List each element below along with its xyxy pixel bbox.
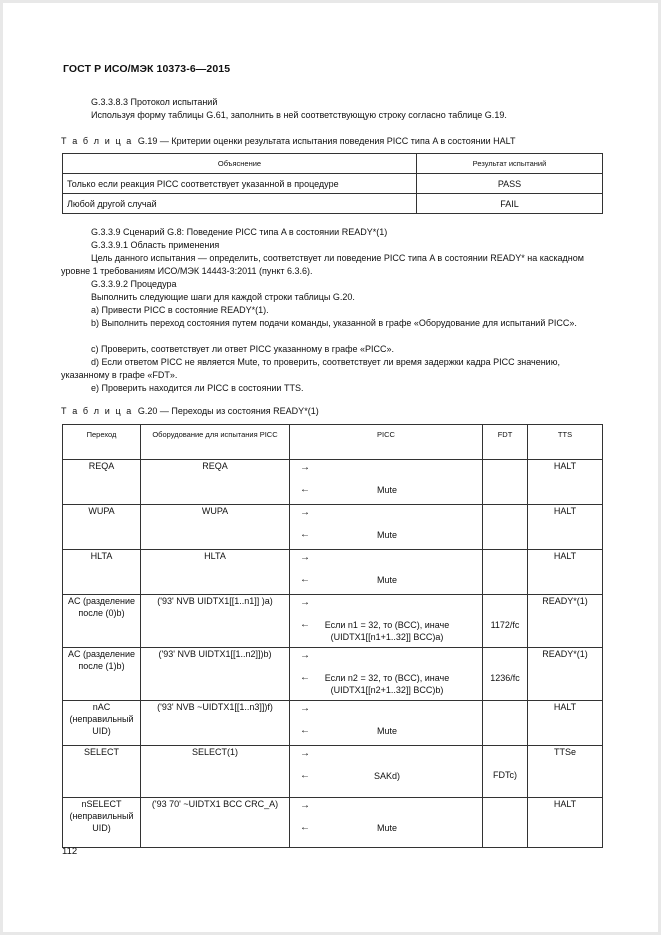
column-header: FDT xyxy=(483,425,528,460)
equipment-cell: ('93' NVB UIDTX1[[1..n2]])b) xyxy=(141,648,290,701)
picc-cell xyxy=(290,798,483,848)
fdt-cell xyxy=(483,798,528,848)
table-cell: PASS xyxy=(417,174,603,194)
arrow-left-icon: ← xyxy=(300,822,310,833)
section-heading: G.3.3.8.3 Протокол испытаний xyxy=(91,97,218,107)
transition-cell: SELECT xyxy=(63,746,141,798)
paragraph: Используя форму таблицы G.61, заполнить в ней соответствующую строку согласно таблице G.19. xyxy=(91,110,507,120)
picc-cell xyxy=(290,701,483,746)
fdt-cell: 1172/fc xyxy=(483,595,528,648)
procedure-step: c) Проверить, соответствует ли ответ PICC указанному в графе «PICC». xyxy=(91,344,395,354)
arrow-left-icon: ← xyxy=(300,725,310,736)
table-row xyxy=(63,648,603,701)
table-row xyxy=(63,174,603,194)
picc-response: Mute xyxy=(376,485,397,495)
arrow-right-icon: → xyxy=(300,800,310,811)
tts-cell: TTSe xyxy=(528,746,603,798)
fdt-cell: FDTc) xyxy=(483,746,528,798)
arrow-right-icon: → xyxy=(300,507,310,518)
table-row xyxy=(63,505,603,550)
picc-response: Если n2 = 32, то (BCC), иначе (UIDTX1[[n2+1..32]] BCC)b) xyxy=(324,673,450,695)
picc-response: Mute xyxy=(376,530,397,540)
column-header: PICC xyxy=(290,425,483,460)
transition-cell: HLTA xyxy=(63,550,141,595)
arrow-right-icon: → xyxy=(300,552,310,563)
table-row xyxy=(63,550,603,595)
tts-cell: READY*(1) xyxy=(528,648,603,701)
procedure-step: b) Выполнить переход состояния путем подачи команды, указанной в графе «Оборудование для испытаний PICC». xyxy=(91,318,577,328)
procedure-step: d) Если ответом PICC не является Mute, то проверить, соответствует ли время задержки кадра PICC значению, указанному в графе «FDT». xyxy=(61,357,560,380)
tts-cell: HALT xyxy=(528,701,603,746)
transition-cell: WUPA xyxy=(63,505,141,550)
picc-response: Mute xyxy=(376,726,397,736)
table-cell: Любой другой случай xyxy=(63,194,417,214)
picc-cell xyxy=(290,648,483,701)
subsection-heading: G.3.3.9.1 Область применения xyxy=(91,240,220,250)
subsection-heading: G.3.3.9.2 Процедура xyxy=(91,279,177,289)
picc-response: Mute xyxy=(376,575,397,585)
transition-cell: AC (разделение после (0)b) xyxy=(63,595,141,648)
arrow-right-icon: → xyxy=(300,703,310,714)
arrow-left-icon: ← xyxy=(300,484,310,495)
paragraph: Выполнить следующие шаги для каждой строки таблицы G.20. xyxy=(91,292,355,302)
column-header: Переход xyxy=(63,425,141,460)
table-row xyxy=(63,701,603,746)
fdt-cell xyxy=(483,460,528,505)
column-header: TTS xyxy=(528,425,603,460)
arrow-right-icon: → xyxy=(300,748,310,759)
equipment-cell: SELECT(1) xyxy=(141,746,290,798)
equipment-cell: REQA xyxy=(141,460,290,505)
table-row xyxy=(63,460,603,505)
transition-cell: AC (разделение после (1)b) xyxy=(63,648,141,701)
picc-cell xyxy=(290,550,483,595)
table-row xyxy=(63,194,603,214)
equipment-cell: ('93' NVB ~UIDTX1[[1..n3]])f) xyxy=(141,701,290,746)
table-row xyxy=(63,746,603,798)
fdt-cell xyxy=(483,701,528,746)
document-page xyxy=(3,3,658,932)
picc-response: SAKd) xyxy=(373,771,400,781)
arrow-right-icon: → xyxy=(300,650,310,661)
picc-cell xyxy=(290,460,483,505)
arrow-left-icon: ← xyxy=(300,672,310,683)
table-cell: Только если реакция PICC соответствует указанной в процедуре xyxy=(63,174,417,194)
tts-cell: HALT xyxy=(528,505,603,550)
equipment-cell: ('93 70' ~UIDTX1 BCC CRC_A) xyxy=(141,798,290,848)
equipment-cell: ('93' NVB UIDTX1[[1..n1]] )a) xyxy=(141,595,290,648)
fdt-cell xyxy=(483,550,528,595)
table-label: Т а б л и ц а xyxy=(61,136,133,146)
tts-cell: HALT xyxy=(528,798,603,848)
arrow-left-icon: ← xyxy=(300,619,310,630)
table-label: Т а б л и ц а xyxy=(61,406,133,416)
table-g19 xyxy=(62,153,603,214)
section-heading: G.3.3.9 Сценарий G.8: Поведение PICC типа A в состоянии READY*(1) xyxy=(91,227,388,237)
table-title: G.20 — Переходы из состояния READY*(1) xyxy=(137,406,319,416)
picc-cell xyxy=(290,505,483,550)
table-title: G.19 — Критерии оценки результата испытания поведения PICC типа A в состоянии HALT xyxy=(137,136,516,146)
table-row xyxy=(63,798,603,848)
arrow-right-icon: → xyxy=(300,462,310,473)
equipment-cell: HLTA xyxy=(141,550,290,595)
table-row xyxy=(63,595,603,648)
picc-response: Mute xyxy=(376,823,397,833)
procedure-step: e) Проверить находится ли PICC в состоянии TTS. xyxy=(91,383,304,393)
table-cell: FAIL xyxy=(417,194,603,214)
table-g20 xyxy=(62,424,603,848)
tts-cell: READY*(1) xyxy=(528,595,603,648)
procedure-step: a) Привести PICC в состояние READY*(1). xyxy=(91,305,269,315)
arrow-right-icon: → xyxy=(300,597,310,608)
transition-cell: REQA xyxy=(63,460,141,505)
transition-cell: nAC (неправильный UID) xyxy=(63,701,141,746)
column-header: Объяснение xyxy=(63,154,417,174)
table-caption xyxy=(61,405,319,418)
column-header: Результат испытаний xyxy=(417,154,603,174)
table-caption xyxy=(61,135,515,148)
transition-cell: nSELECT (неправильный UID) xyxy=(63,798,141,848)
fdt-cell xyxy=(483,505,528,550)
page-number: 112 xyxy=(62,846,78,857)
tts-cell: HALT xyxy=(528,460,603,505)
equipment-cell: WUPA xyxy=(141,505,290,550)
standard-header: ГОСТ Р ИСО/МЭК 10373-6—2015 xyxy=(63,63,231,75)
picc-cell xyxy=(290,746,483,798)
fdt-cell: 1236/fc xyxy=(483,648,528,701)
picc-response: Если n1 = 32, то (BCC), иначе (UIDTX1[[n1+1..32]] BCC)a) xyxy=(324,620,450,642)
paragraph: Цель данного испытания — определить, соответствует ли поведение PICC типа A в состоянии READY* на каскадном уровне 1 требованиям ИСО/МЭК 14443-3:2011 (пункт 6.3.6). xyxy=(61,253,584,276)
picc-cell xyxy=(290,595,483,648)
column-header: Оборудование для испытания PICC xyxy=(141,425,290,460)
tts-cell: HALT xyxy=(528,550,603,595)
arrow-left-icon: ← xyxy=(300,529,310,540)
arrow-left-icon: ← xyxy=(300,770,310,781)
arrow-left-icon: ← xyxy=(300,574,310,585)
